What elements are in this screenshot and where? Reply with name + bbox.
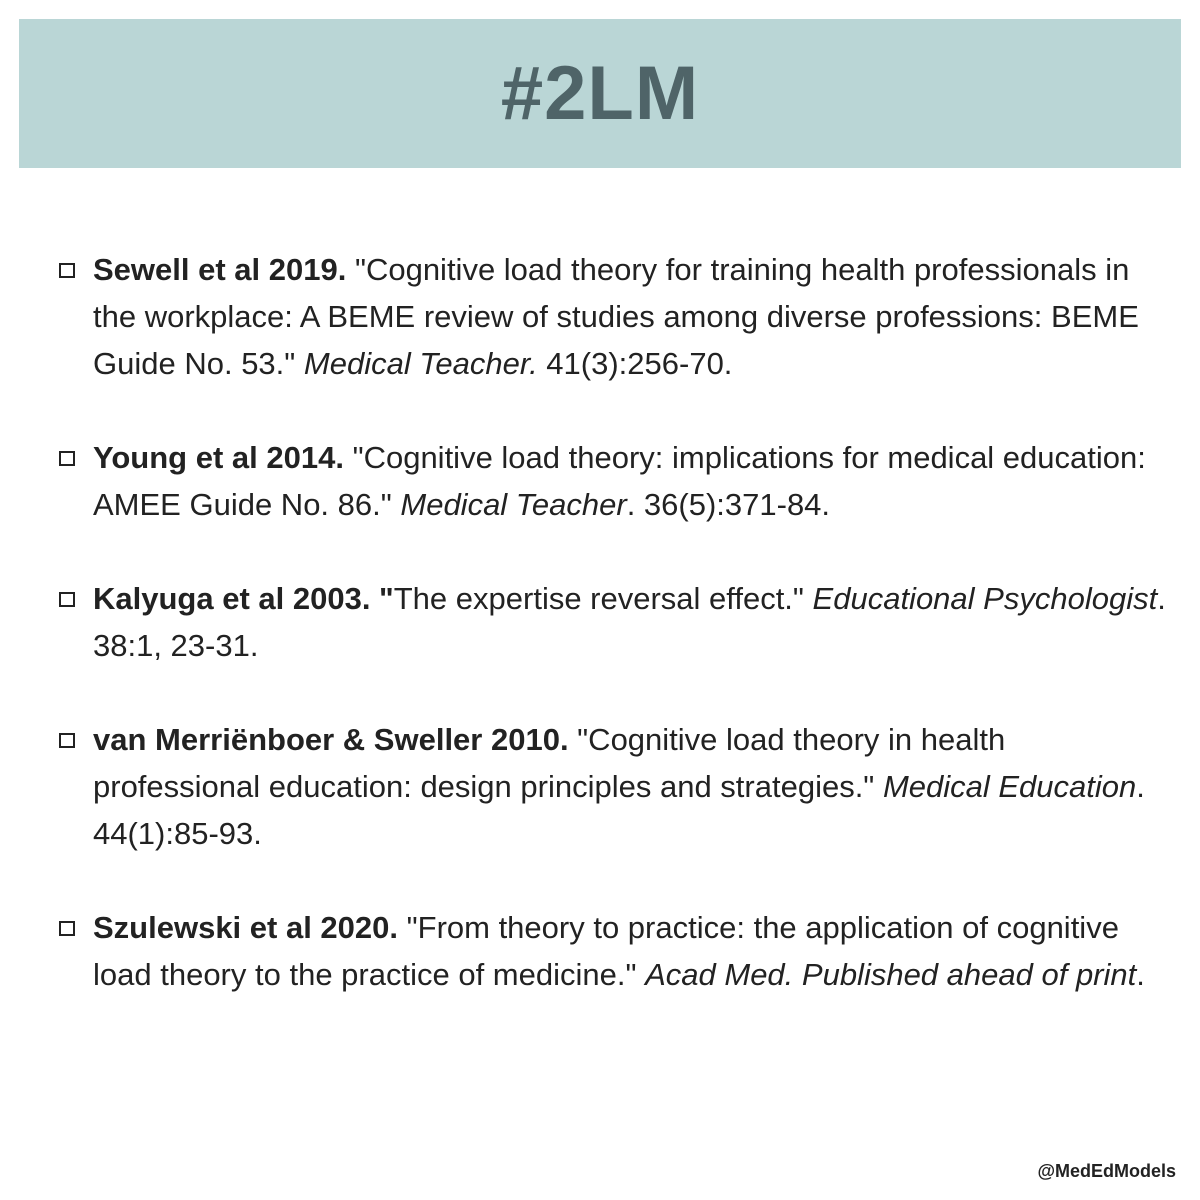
reference-title: "Cognitive load theory: implications for medical education: AMEE Guide No. 86." <box>93 440 1146 522</box>
square-bullet-icon <box>59 733 75 748</box>
reference-item <box>57 716 1167 857</box>
twitter-handle: @MedEdModels <box>1037 1161 1176 1181</box>
square-bullet-icon <box>59 592 75 607</box>
reference-details: 41(3):256-70. <box>537 346 733 381</box>
reference-item <box>57 246 1167 387</box>
reference-journal: Acad Med. Published ahead of print <box>645 957 1137 992</box>
reference-details: . <box>1136 957 1145 992</box>
reference-author: Szulewski et al 2020. <box>93 910 399 945</box>
square-bullet-icon <box>59 921 75 936</box>
reference-details: . 44(1):85-93. <box>93 769 1145 851</box>
reference-journal: Educational Psychologist <box>812 581 1158 616</box>
reference-author: Young et al 2014. <box>93 440 344 475</box>
reference-title: The expertise reversal effect." <box>393 581 813 616</box>
reference-journal: Medical Teacher. <box>303 346 538 381</box>
square-bullet-icon <box>59 451 75 466</box>
reference-item <box>57 904 1167 998</box>
reference-title: "Cognitive load theory for training health professionals in the workplace: A BEME review of studies among diverse professions: BEME Guide No. 53." <box>93 252 1139 381</box>
reference-details: . 38:1, 23-31. <box>93 581 1166 663</box>
reference-details: . 36(5):371-84. <box>626 487 831 522</box>
page-title: #2LM <box>500 51 700 136</box>
reference-list <box>57 246 1167 998</box>
reference-author: Kalyuga et al 2003. " <box>93 581 394 616</box>
reference-journal: Medical Teacher <box>400 487 627 522</box>
reference-item <box>57 434 1167 528</box>
reference-title: "Cognitive load theory in health professional education: design principles and strategies." <box>93 722 1006 804</box>
reference-journal: Medical Education <box>882 769 1137 804</box>
header-banner <box>19 19 1181 168</box>
reference-item <box>57 575 1167 669</box>
square-bullet-icon <box>59 263 75 278</box>
reference-author: Sewell et al 2019. <box>93 252 347 287</box>
reference-title: "From theory to practice: the application of cognitive load theory to the practice of medicine." <box>93 910 1119 992</box>
reference-author: van Merriënboer & Sweller 2010. <box>93 722 569 757</box>
